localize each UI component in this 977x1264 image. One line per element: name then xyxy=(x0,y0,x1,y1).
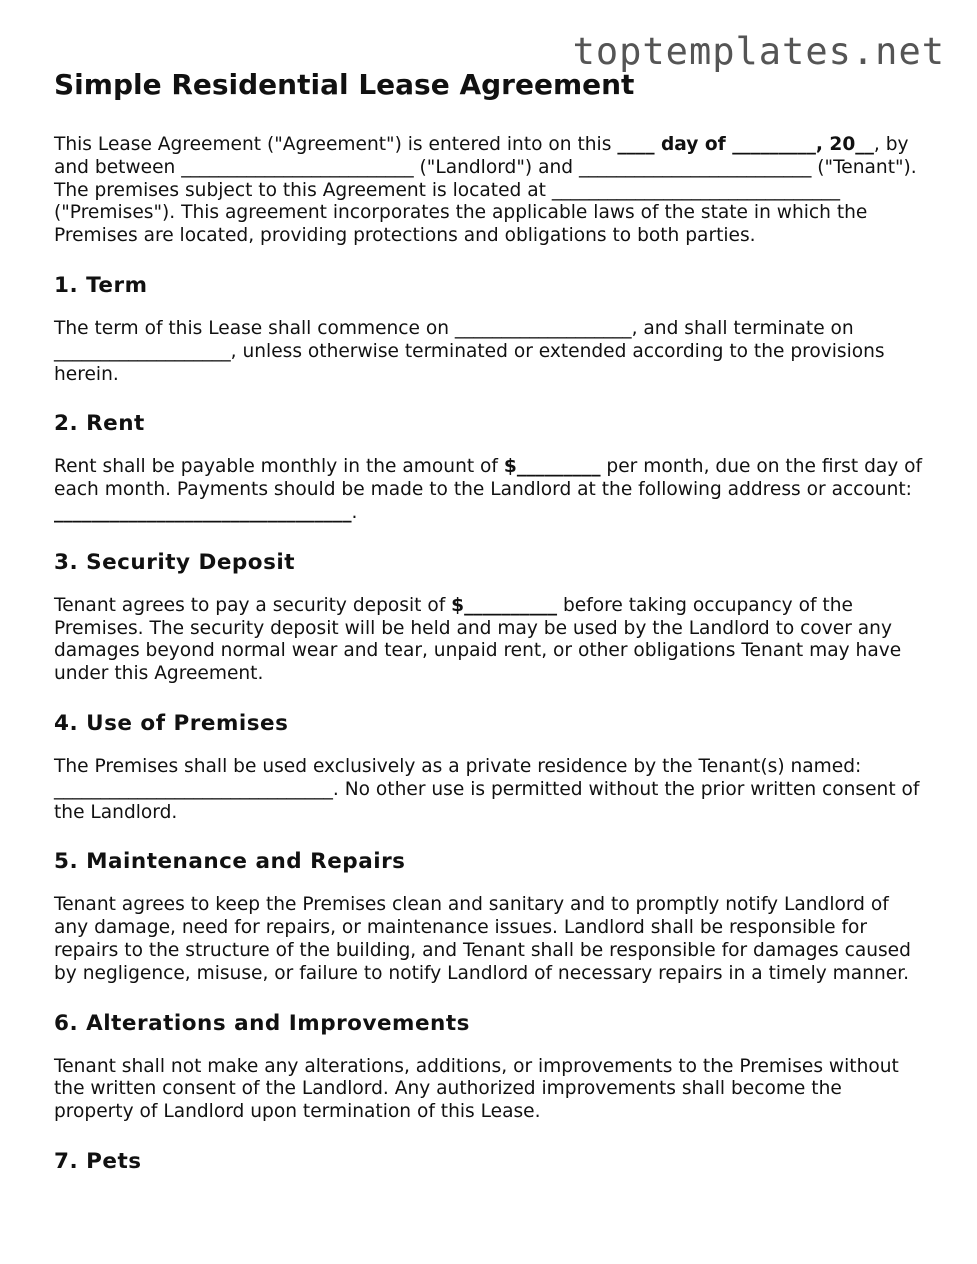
section-body-maintenance: Tenant agrees to keep the Premises clean and sanitary and to promptly notify Landlord of any damage, need for repairs, or maintenance issues. Landlord shall be responsible for repairs to the structure of the building, and Tenant shall be responsible for damages caused by negligence, misuse, or failure to notify Landlord of necessary repairs in a timely manner. xyxy=(54,894,911,984)
section-body-rent xyxy=(54,456,924,524)
rent-text-3: . xyxy=(351,501,358,523)
watermark: toptemplates.net xyxy=(572,30,945,73)
section-heading-security-deposit: 3. Security Deposit xyxy=(54,549,296,575)
deposit-text-2: before taking occupancy of the Premises. The security deposit will be held and may be used by the Landlord to cover any damages beyond normal wear and tear, unpaid rent, or other obligations Tenant may have under this Agreement. xyxy=(54,594,902,685)
section-body-term: The term of this Lease shall commence on ___________________, and shall terminate on ___________________, unless otherwise terminated or extended according to the provisions herein. xyxy=(54,317,885,385)
deposit-text: Tenant agrees to pay a security deposit of xyxy=(54,594,452,616)
rent-amount-blank: $_________ xyxy=(503,456,601,478)
intro-date-blank: ____ day of _________, 20__ xyxy=(617,134,874,155)
document-page xyxy=(54,66,924,1194)
section-body-use-of-premises: The Premises shall be used exclusively as a private residence by the Tenant(s) named: ______________________________. No other use is permitted without the prior written consent of the Landlord. xyxy=(54,755,920,823)
section-heading-pets: 7. Pets xyxy=(54,1148,142,1174)
deposit-amount-blank: $__________ xyxy=(451,594,558,616)
section-heading-use-of-premises: 4. Use of Premises xyxy=(54,710,289,736)
section-heading-rent: 2. Rent xyxy=(54,411,145,437)
intro-text: This Lease Agreement ("Agreement") is entered into on this xyxy=(54,134,618,155)
rent-text: Rent shall be payable monthly in the amount of xyxy=(54,456,504,478)
intro-paragraph xyxy=(54,134,924,248)
section-heading-term: 1. Term xyxy=(54,272,148,298)
section-heading-maintenance: 5. Maintenance and Repairs xyxy=(54,849,406,875)
section-body-security-deposit xyxy=(54,595,924,686)
document-title: Simple Residential Lease Agreement xyxy=(54,68,635,101)
rent-account-blank: ________________________________ xyxy=(54,501,352,523)
rent-text-2: per month, due on the first day of each month. Payments should be made to the Landlord at the following address or account: xyxy=(54,456,923,501)
section-body-alterations: Tenant shall not make any alterations, additions, or improvements to the Premises without the written consent of the Landlord. Any authorized improvements shall become the property of Landlord upon termination of this Lease. xyxy=(54,1055,899,1123)
intro-text-rest: , by and between _________________________ ("Landlord") and _________________________ ("Tenant"). The premises subject to this Agreement is located at _______________________________ ("Premises"). This agreement incorporates the applicable laws of the state in which the Premises are located, providing protections and obligations to both parties. xyxy=(54,134,917,247)
section-heading-alterations: 6. Alterations and Improvements xyxy=(54,1010,470,1036)
